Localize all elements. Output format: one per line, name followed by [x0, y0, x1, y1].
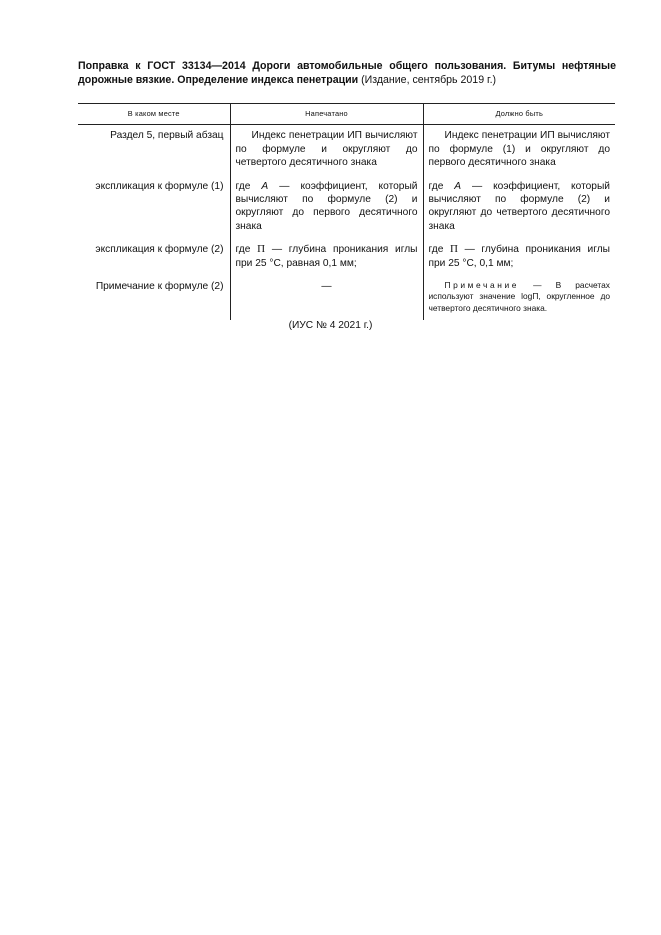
explanation-text: — коэффициент, который вычисляют по формуле (2) и округляют до первого десятичного знака	[235, 180, 418, 232]
cell-printed	[230, 176, 423, 240]
variable-pi: П	[257, 243, 266, 256]
explanation-text: — глубина проникания иглы при 25 °С, 0,1 мм;	[428, 244, 610, 269]
note-label: Примечание	[444, 280, 519, 291]
corrections-table	[78, 103, 615, 320]
cell-where: экспликация к формуле (2)	[95, 244, 224, 256]
header-where: В каком месте	[78, 104, 230, 125]
cell-printed: Индекс пенетрации ИП вычисляют по формуле и округляют до четвертого десятичного знака	[230, 125, 423, 176]
explanation-text: — коэффициент, который вычисляют по формуле (2) и округляют до четвертого десятичного знака	[428, 180, 610, 232]
table-row	[78, 276, 615, 320]
variable-pi: П	[450, 243, 458, 256]
table-header-row	[78, 104, 615, 125]
cell-where: Примечание к формуле (2)	[95, 281, 224, 293]
cell-where: экспликация к формуле (1)	[95, 180, 224, 192]
document-title	[78, 59, 616, 87]
variable-a: A	[261, 180, 269, 192]
title-main: Поправка к ГОСТ 33134—2014 Дороги автомобильные общего пользования. Битумы нефтяные дорожные вязкие. Определение индекса пенетрации	[78, 60, 616, 86]
prefix-text: где	[428, 244, 444, 256]
note-text: — В расчетах используют значение logП, округленное до четвертого десятичного знака.	[428, 280, 610, 313]
variable-a: A	[454, 180, 462, 192]
cell-correct	[423, 176, 615, 240]
prefix-text: где	[428, 180, 444, 192]
cell-where: Раздел 5, первый абзац	[110, 130, 224, 142]
cell-correct	[423, 276, 615, 320]
cell-printed	[230, 239, 423, 276]
cell-correct	[423, 239, 615, 276]
header-printed: Напечатано	[230, 104, 423, 125]
prefix-text: где	[235, 180, 251, 192]
title-edition: (Издание, сентябрь 2019 г.)	[361, 74, 497, 86]
cell-correct: Индекс пенетрации ИП вычисляют по формуле (1) и округляют до первого десятичного знака	[423, 125, 615, 176]
footer-ius: (ИУС № 4 2021 г.)	[288, 320, 373, 331]
table-row	[78, 125, 615, 176]
table-row	[78, 176, 615, 240]
prefix-text: где	[235, 244, 251, 256]
table-row	[78, 239, 615, 276]
header-correct: Должно быть	[423, 104, 615, 125]
explanation-text: — глубина проникания иглы при 25 °С, равная 0,1 мм;	[235, 244, 418, 269]
cell-printed: —	[230, 276, 423, 320]
